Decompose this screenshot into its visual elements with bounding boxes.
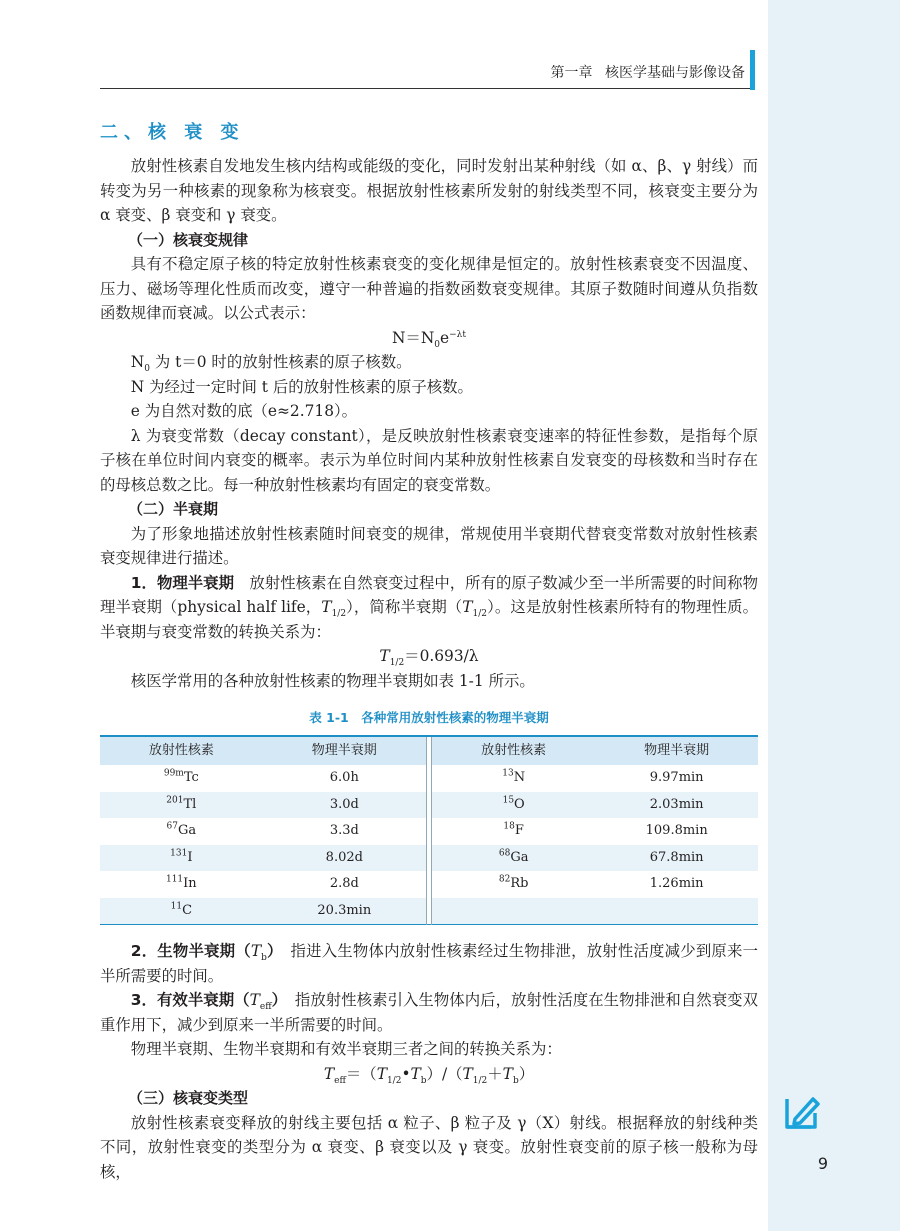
- half-life-cell: 6.0h: [329, 770, 359, 785]
- definition-n0: $N_0$ 为 t＝0 时的放射性核素的原子核数。: [130, 353, 412, 375]
- table-row: [100, 818, 758, 845]
- nuclide-cell: $^{15}$O: [431, 792, 595, 819]
- table-row: [100, 898, 758, 925]
- half-life-cell: 8.02d: [263, 845, 427, 872]
- table-row: [100, 871, 758, 898]
- table-header-row: [100, 736, 758, 765]
- biological-half-life-paragraph: 2．生物半衰期$(T_b)$ 指进入生物体内放射性核素经过生物排泄，放射性活度减少到原来一半所需要的时间。: [100, 942, 758, 985]
- table-row: [100, 792, 758, 819]
- definition-e: e 为自然对数的底（e≈2.718）。: [130, 402, 358, 420]
- effective-half-life-paragraph: 3．有效半衰期$(T_{eff})$ 指放射性核素引入生物体内后，放射性活度在生物排泄和自然衰变双重作用下，减少到原来一半所需要的时间。: [100, 991, 758, 1034]
- definition-n: N 为经过一定时间 t 后的放射性核素的原子核数。: [130, 377, 473, 396]
- nuclide-cell: $^{13}$N: [502, 768, 526, 785]
- nuclide-cell: $^{68}$Ga: [431, 845, 595, 872]
- intro-paragraph: 放射性核素自发地发生核内结构或能级的变化，同时发射出某种射线（如 α、β、γ 射线）而转变为另一种核素的现象称为核衰变。根据放射性核素所发射的射线类型不同，核衰变主要分为 α 衰变、β 衰变和 γ 衰变。: [100, 157, 758, 224]
- nuclide-cell: $^{131}$I: [100, 845, 263, 872]
- nuclide-cell: $^{99m}$Tc: [163, 768, 199, 785]
- table-title: 表 1-1 各种常用放射性核素的物理半衰期: [309, 710, 549, 725]
- page-body: [100, 112, 758, 1184]
- definition-lambda: λ 为衰变常数（decay constant），是反映放射性核素衰变速率的特征性参数，是指每个原子核在单位时间内衰变的概率。表示为单位时间内某种放射性核素自发衰变的母核数和当时存在的母核总数之比。每一种放射性核素均有固定的衰变常数。: [100, 426, 758, 494]
- subsection-heading: （三）核衰变类型: [128, 1089, 249, 1107]
- half-life-intro: 为了形象地描述放射性核素随时间衰变的规律，常规使用半衰期代替衰变常数对放射性核素衰变规律进行描述。: [100, 524, 758, 567]
- running-header: [100, 62, 745, 88]
- nuclide-cell: $^{82}$Rb: [498, 874, 529, 891]
- table-row: [100, 845, 758, 872]
- column-header: 放射性核素: [431, 736, 595, 765]
- half-life-cell: 2.8d: [329, 876, 359, 891]
- half-life-formula: $T_{1/2}=0.693/\lambda$: [379, 647, 479, 669]
- nuclide-cell: $^{111}$In: [165, 874, 197, 891]
- decay-formula: $N=N_0e^{-\lambda t}$: [391, 328, 467, 350]
- column-header: 物理半衰期: [263, 736, 427, 765]
- effective-half-life-formula: $T_{eff}=(T_{1/2}•T_b)/(T_{1/2}+T_b)$: [323, 1064, 535, 1086]
- decay-types-paragraph: 放射性核素衰变释放的射线主要包括 α 粒子、β 粒子及 γ（X）射线。根据释放的射线种类不同，放射性衰变的类型分为 α 衰变、β 衰变以及 γ 衰变。放射性衰变前的原子核一般称为母核，: [100, 1113, 758, 1181]
- half-life-cell: 109.8min: [645, 823, 708, 838]
- table-reference: 核医学常用的各种放射性核素的物理半衰期如表 1-1 所示。: [130, 671, 535, 690]
- column-header: 放射性核素: [100, 736, 263, 765]
- table-row: [100, 765, 758, 792]
- relation-paragraph: 物理半衰期、生物半衰期和有效半衰期三者之间的转换关系为：: [130, 1040, 562, 1058]
- subsection-heading: （二）半衰期: [128, 500, 219, 518]
- chapter-title: 核医学基础与影像设备: [605, 65, 745, 81]
- half-life-cell: 3.3d: [329, 823, 359, 838]
- decay-law-paragraph: 具有不稳定原子核的特定放射性核素衰变的变化规律是恒定的。放射性核素衰变不因温度、压力、磁场等理化性质而改变，遵守一种普遍的指数函数衰变规律。其原子数随时间遵从负指数函数规律而衰减。以公式表示：: [100, 255, 758, 322]
- nuclide-cell: [431, 898, 595, 925]
- half-life-table: [100, 735, 758, 925]
- half-life-cell: 67.8min: [595, 845, 758, 872]
- half-life-cell: 20.3min: [263, 898, 427, 925]
- note-edit-icon[interactable]: [783, 1093, 823, 1133]
- subsection-heading: （一）核衰变规律: [128, 230, 249, 249]
- half-life-cell: [595, 898, 758, 925]
- half-life-cell: 3.0d: [263, 792, 427, 819]
- column-header: 物理半衰期: [595, 736, 758, 765]
- physical-half-life-paragraph: 1．物理半衰期 放射性核素在自然衰变过程中，所有的原子数减少至一半所需要的时间称物理半衰期（physical half life，$T_{1/2}$），简称半衰期$(T_{1/2})$。这是放射性核素所特有的物理性质。半衰期与衰变常数的转换关系为：: [100, 573, 758, 641]
- nuclide-cell: $^{67}$Ga: [166, 821, 197, 838]
- chapter-label: 第一章: [550, 65, 593, 81]
- header-accent-bar: [750, 50, 755, 90]
- nuclide-cell: $^{18}$F: [503, 821, 524, 838]
- half-life-cell: 2.03min: [595, 792, 758, 819]
- page-number: 9: [817, 1154, 829, 1173]
- nuclide-cell: $^{11}$C: [100, 898, 263, 925]
- side-margin-band: [768, 0, 900, 1231]
- half-life-cell: 9.97min: [649, 770, 704, 785]
- header-rule: [100, 88, 750, 89]
- half-life-cell: 1.26min: [649, 876, 704, 891]
- section-title: 二、核 衰 变: [100, 122, 245, 143]
- nuclide-cell: $^{201}$Tl: [100, 792, 263, 819]
